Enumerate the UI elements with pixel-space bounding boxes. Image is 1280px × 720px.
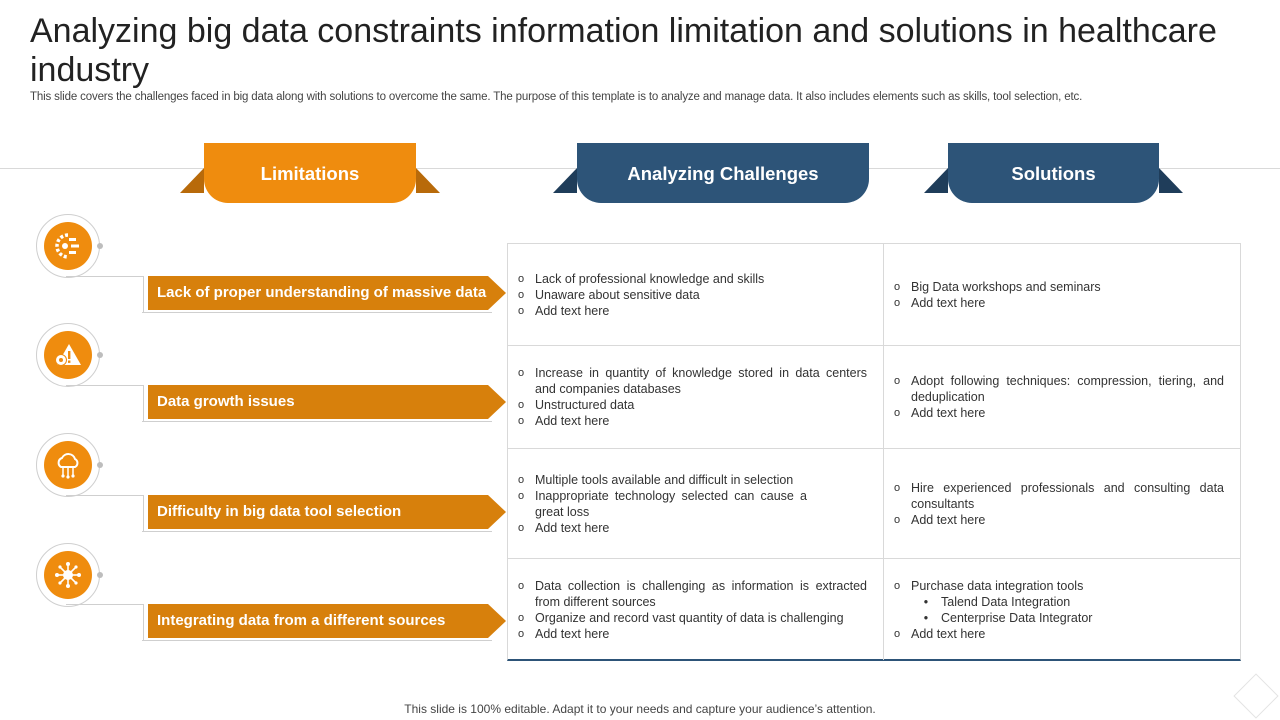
header-challenges	[577, 143, 819, 203]
solution-subitem: Talend Data Integration	[941, 594, 1071, 609]
solution-item: Big Data workshops and seminars	[911, 279, 1101, 294]
page-title: Analyzing big data constraints information limitation and solutions in healthcare industry	[30, 12, 1217, 89]
footer-note: This slide is 100% editable. Adapt it to your needs and capture your audience’s attention.	[404, 702, 876, 716]
limitation-icon-circle	[36, 433, 100, 497]
connector-line	[66, 495, 144, 531]
limitation-icon-circle	[36, 323, 100, 387]
limitation-icon-circle	[36, 214, 100, 278]
solution-item: Purchase data integration tools	[911, 578, 1084, 593]
challenge-item: Increase in quantity of knowledge stored in data centers and companies databases	[535, 366, 867, 396]
challenges-cell: o Increase in quantity of knowledge stored in data centers and companies databases o Unstructured data o Add text here	[508, 346, 884, 448]
solution-item: Add text here	[911, 295, 986, 310]
limitation-label: Data growth issues	[148, 385, 488, 419]
label-underline	[142, 312, 492, 313]
challenge-item: Organize and record vast quantity of data is challenging	[535, 610, 844, 625]
connector-dot	[97, 462, 103, 468]
warning-gear-icon	[53, 341, 83, 369]
challenges-cell: o Multiple tools available and difficult in selection o Inappropriate technology selected can cause a great loss o Add text here	[508, 449, 884, 558]
connector-dot	[97, 352, 103, 358]
challenge-item: Data collection is challenging as information is extracted from different sources	[535, 578, 867, 609]
challenges-cell: o Lack of professional knowledge and skills o Unaware about sensitive data o Add text here	[508, 244, 884, 345]
challenge-item: Unstructured data	[535, 398, 635, 412]
solutions-cell: o Hire experienced professionals and consulting data consultants o Add text here	[894, 480, 1224, 527]
cloud-network-icon	[53, 451, 83, 479]
connector-line	[66, 604, 144, 640]
limitation-label: Integrating data from a different sources	[148, 604, 488, 638]
solution-subitem: Centerprise Data Integrator	[941, 610, 1093, 625]
limitation-label: Difficulty in big data tool selection	[148, 495, 488, 529]
challenge-item: Add text here	[535, 303, 610, 318]
challenges-solutions-table	[507, 243, 1241, 661]
limitation-icon-circle	[36, 543, 100, 607]
challenge-item: Add text here	[535, 520, 610, 535]
solution-item: Adopt following techniques: compression, tiering, and deduplication	[911, 374, 1224, 404]
header-wing-right	[416, 143, 440, 193]
solutions-cell: o Adopt following techniques: compression, tiering, and deduplication o Add text here	[894, 374, 1224, 420]
solutions-cell: o Big Data workshops and seminars o Add text here	[884, 244, 1240, 345]
solution-item: Add text here	[911, 512, 986, 527]
header-limitations	[204, 143, 416, 203]
table-row	[508, 449, 1240, 559]
solution-item: Add text here	[911, 626, 986, 641]
connector-dot	[97, 572, 103, 578]
label-underline	[142, 421, 492, 422]
label-underline	[142, 531, 492, 532]
connector-line	[66, 385, 144, 421]
challenge-item: Lack of professional knowledge and skills	[535, 271, 765, 286]
challenge-item: Unaware about sensitive data	[535, 287, 700, 302]
header-wing-left	[924, 143, 948, 193]
challenge-item: Inappropriate technology selected can cause a great loss	[535, 488, 807, 519]
table-row	[508, 559, 1240, 660]
challenge-item: Add text here	[535, 626, 610, 641]
connector-dot	[97, 243, 103, 249]
header-solutions-label: Solutions	[948, 143, 1159, 203]
page-subtitle: This slide covers the challenges faced in big data along with solutions to overcome the same. The purpose of this template is to analyze and manage data. It also includes elements such as skills, tool selection, etc.	[30, 91, 1083, 103]
label-underline	[142, 640, 492, 641]
process-gear-icon	[54, 232, 82, 260]
header-wing-right	[1159, 143, 1183, 193]
table-row	[508, 244, 1240, 346]
header-wing-left	[180, 143, 204, 193]
header-limitations-label: Limitations	[204, 143, 416, 203]
challenges-cell: o Data collection is challenging as information is extracted from different sources o Organize and record vast quantity of data is challenging o Add text here	[508, 559, 884, 660]
solution-item: Hire experienced professionals and consulting data consultants	[911, 480, 1224, 511]
challenge-item: Multiple tools available and difficult in selection	[535, 472, 794, 487]
network-hub-icon	[54, 561, 82, 589]
connector-line	[66, 276, 144, 312]
challenge-item: Add text here	[535, 414, 610, 428]
table-row	[508, 346, 1240, 449]
solution-item: Add text here	[911, 406, 986, 420]
header-wing-left	[553, 143, 577, 193]
header-challenges-label: Analyzing Challenges	[577, 143, 869, 203]
header-solutions	[948, 143, 1159, 203]
solutions-cell: o Purchase data integration tools • Talend Data Integration • Centerprise Data Integrator o Add text here	[884, 559, 1240, 660]
limitation-label: Lack of proper understanding of massive data	[148, 276, 488, 310]
